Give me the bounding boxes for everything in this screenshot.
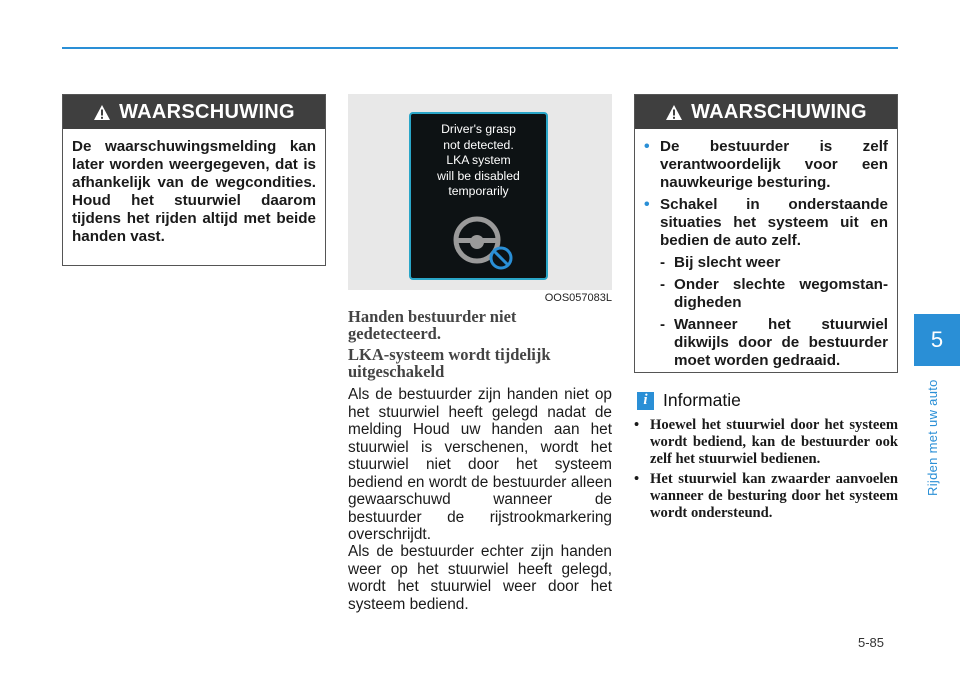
warning-header <box>635 95 897 129</box>
warning-sub-item: - Wanneer het stuurwiel dikwijls door de bestuurder moet worden gedraaid. <box>660 316 888 369</box>
warning-sub-list <box>660 254 888 370</box>
bullet-dot-icon: • <box>644 138 650 155</box>
info-icon: i <box>637 392 654 410</box>
page-number: 5-85 <box>858 635 885 650</box>
info-item: • Hoewel het stuurwiel door het systeem wordt bediend, kan de bestuurder ook zelf het stuurwiel bedienen. <box>634 417 898 467</box>
warning-box-right <box>634 94 898 373</box>
warning-title: WAARSCHUWING <box>119 100 295 123</box>
cluster-message-line: temporarily <box>448 184 509 198</box>
warning-sub-item: - Bij slecht weer <box>660 254 781 271</box>
warning-sub-text: Bij slecht weer <box>674 254 781 271</box>
warning-bullet <box>644 196 888 250</box>
warning-sub-item: - Onder slechte wegomstan-digheden <box>660 276 888 311</box>
warning-triangle-icon <box>93 104 111 121</box>
warning-header <box>63 95 325 129</box>
cluster-message-line: will be disabled <box>437 168 520 183</box>
cluster-message <box>411 122 546 200</box>
bullet-dot-icon: • <box>644 196 650 213</box>
section-subheading: LKA-systeem wordt tijdelijk uitgeschakeld <box>348 345 551 381</box>
info-header <box>637 390 741 411</box>
warning-title: WAARSCHUWING <box>691 100 867 123</box>
warning-sub-text: Wanneer het stuurwiel dikwijls door de bestuurder moet worden gedraaid. <box>674 316 888 369</box>
cluster-message-line: Driver's grasp <box>441 122 516 136</box>
section-heading: Handen bestuurder niet gedetecteerd. <box>348 307 517 343</box>
chapter-label: Rijden met uw auto <box>925 379 940 496</box>
warning-bullet-text: De bestuurder is zelf verantwoordelijk voor een nauwkeurige besturing. <box>660 138 888 191</box>
top-rule <box>62 47 898 49</box>
warning-box-left <box>62 94 326 266</box>
warning-bullet-list <box>644 138 888 250</box>
warning-text <box>635 129 897 384</box>
warning-bullet-text: Schakel in onderstaande situaties het systeem uit en bedien de auto zelf. <box>660 196 888 249</box>
cluster-message-line: LKA system <box>446 153 511 167</box>
cluster-display <box>409 112 548 280</box>
warning-sub-text: Onder slechte wegomstan-digheden <box>674 276 888 311</box>
warning-text: De waarschuwingsmelding kan later worden weergegeven, dat is afhankelijk van de wegcondities. Houd het stuurwiel daarom tijdens het rijden altijd met beide handen vast. <box>72 138 316 245</box>
figure-code: OOS057083L <box>544 292 612 304</box>
info-item-text: Hoewel het stuurwiel door het systeem wordt bediend, kan de bestuurder ook zelf het stuurwiel bedienen. <box>650 417 898 467</box>
info-list <box>634 417 898 525</box>
body-paragraph: Als de bestuurder zijn handen niet op het stuurwiel heeft gelegd nadat de melding Houd uw handen aan het stuurwiel is verschenen, wordt het stuurwiel niet door het systeem bediend en wordt de bestuurder alleen gewaarschuwd wanneer de bestuurder de rijstrookmarkering overschrijdt. <box>348 386 612 543</box>
info-title: Informatie <box>663 390 741 410</box>
warning-bullet <box>644 138 888 192</box>
info-item-text: Het stuurwiel kan zwaarder aanvoelen wanneer de besturing door het systeem wordt ondersteund. <box>650 471 898 521</box>
steering-wheel-icon <box>451 214 515 274</box>
warning-triangle-icon <box>665 104 683 121</box>
body-paragraph: Als de bestuurder echter zijn handen weer op het stuurwiel heeft gelegd, wordt het stuurwiel weer door het systeem bediend. <box>348 543 612 613</box>
info-item: • Het stuurwiel kan zwaarder aanvoelen wanneer de besturing door het systeem wordt ondersteund. <box>634 471 898 521</box>
cluster-message-line: not detected. <box>443 137 514 152</box>
chapter-tab: 5 <box>914 314 960 366</box>
dashboard-figure <box>348 94 612 304</box>
